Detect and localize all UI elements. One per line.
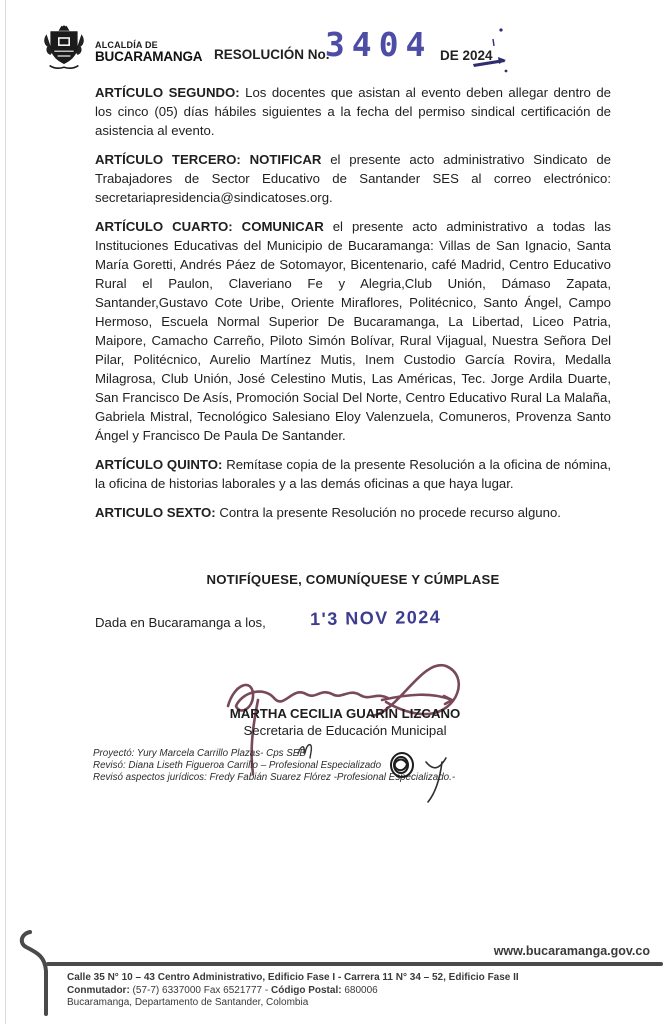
- article-sexto-text: Contra la presente Resolución no procede recurso alguno.: [219, 505, 561, 520]
- credit-reviso: Revisó: Diana Liseth Figueroa Carrillo – Profesional Especializado: [93, 759, 382, 771]
- article-quinto-text: Remítase copia de la presente Resolución a la oficina de nómina, la oficina de historias laborales y a las demás oficinas a que haya lugar.: [95, 457, 611, 491]
- pen-marks-icon: [470, 26, 512, 83]
- resolution-label: RESOLUCIÓN No.: [214, 47, 330, 62]
- article-quinto: [95, 455, 611, 493]
- footer-address: [67, 972, 519, 1010]
- article-tercero-text: el presente acto administrativo Sindicato de Trabajadores de Sector Educativo de Santander SES al correo electrónico: secretariapresidencia@sindicatoses.org.: [95, 152, 611, 205]
- article-cuarto: [95, 217, 611, 445]
- issued-at-text: Dada en Bucaramanga a los,: [95, 615, 266, 630]
- article-cuarto-label: ARTÍCULO CUARTO: COMUNICAR: [95, 219, 324, 234]
- stamp-blob-icon: [388, 751, 416, 784]
- signer-name: MARTHA CECILIA GUARÍN LIZCANO: [229, 706, 461, 721]
- document-body: [95, 83, 611, 630]
- credit-reviso-juridico: Revisó aspectos jurídicos: Fredy Fabián Suarez Flórez -Profesional Especializado.-: [93, 771, 456, 783]
- signer-title: Secretaria de Educación Municipal: [243, 723, 447, 738]
- article-cuarto-text: el presente acto administrativo a todas las Instituciones Educativas del Municipio de Bucaramanga: Villas de San Ignacio, Santa María Goretti, Andrés Páez de Sotomayor, Bicentenario, café Madrid, Centro Educativo Rural el Paulon, Claveriano Fe y Alegria,Club Unión, Dámaso Zapata, Santander,Gustavo Cote Uribe, Oriente Miraflores, Politécnico, Santo Ángel, Campo Hermoso, Escuela Normal Superior De Bucaramanga, La Libertad, Liceo Patria, Maipore, Camacho Carreño, Piloto Simón Bolívar, Rural Vijagual, Nuestra Señora Del Pilar, Politécnico, Aurelio Martínez Mutis, Inem Custodio García Rovira, Medalla Milagrosa, Club Unión, José Celestino Mutis, Las Américas, Tec. Jorge Ardila Duarte, San Francisco De Asís, Promoción Social Del Norte, Centro Educativo Rural La Malaña, Gabriela Mistral, Tecnológico Salesiano Eloy Valenzuela, Comuneros, Provenza Santo Ángel y Francisco De Paula De Santander.: [95, 219, 611, 443]
- footer-phone-value: (57-7) 6337000 Fax 6521777 -: [129, 984, 271, 996]
- article-quinto-label: ARTÍCULO QUINTO:: [95, 457, 223, 472]
- article-sexto-label: ARTICULO SEXTO:: [95, 505, 216, 520]
- notify-comply-line: NOTIFÍQUESE, COMUNÍQUESE Y CÚMPLASE: [206, 572, 500, 587]
- initials-ink-icon: [295, 740, 319, 765]
- header-logo: [40, 24, 202, 77]
- footer-address-line2: [67, 985, 519, 998]
- date-stamp: 1'3 NOV 2024: [309, 606, 442, 630]
- article-sexto: [95, 503, 611, 522]
- footer-postal-label: Código Postal:: [271, 984, 342, 996]
- credit-proyecto: Proyectó: Yury Marcela Carrillo Plazas- Cps SEB: [93, 748, 306, 759]
- article-segundo: [95, 83, 611, 140]
- coat-of-arms-icon: [40, 24, 88, 77]
- footer-address-line3: Bucaramanga, Departamento de Santander, Colombia: [67, 997, 309, 1008]
- resolution-year: DE 2024: [440, 48, 493, 63]
- article-tercero: [95, 150, 611, 207]
- footer-website: www.bucaramanga.gov.co: [493, 944, 650, 958]
- scan-edge-line: [5, 0, 6, 1024]
- footer-postal-value: 680006: [341, 984, 378, 996]
- footer-divider: [46, 962, 663, 966]
- footer-phone-label: Conmutador:: [67, 984, 130, 996]
- issued-at-line: [95, 606, 611, 630]
- org-name-line1: ALCALDÍA DE: [95, 39, 158, 50]
- article-segundo-text: Los docentes que asistan al evento deben allegar dentro de los cinco (05) días hábiles siguientes a la fecha del permiso sindical certificación de asistencia al evento.: [95, 85, 611, 138]
- footer-address-line1: Calle 35 N° 10 – 43 Centro Administrativo, Edificio Fase I - Carrera 11 N° 34 – 52, Edificio Fase II: [67, 972, 519, 983]
- flourish-ink-icon: [420, 756, 454, 811]
- resolution-number-stamp: 3404: [324, 25, 433, 64]
- article-tercero-label: ARTÍCULO TERCERO: NOTIFICAR: [95, 152, 322, 167]
- article-segundo-label: ARTÍCULO SEGUNDO:: [95, 85, 240, 100]
- footer-corner-bracket-icon: [14, 926, 58, 1023]
- org-name-line2: BUCARAMANGA: [95, 49, 203, 65]
